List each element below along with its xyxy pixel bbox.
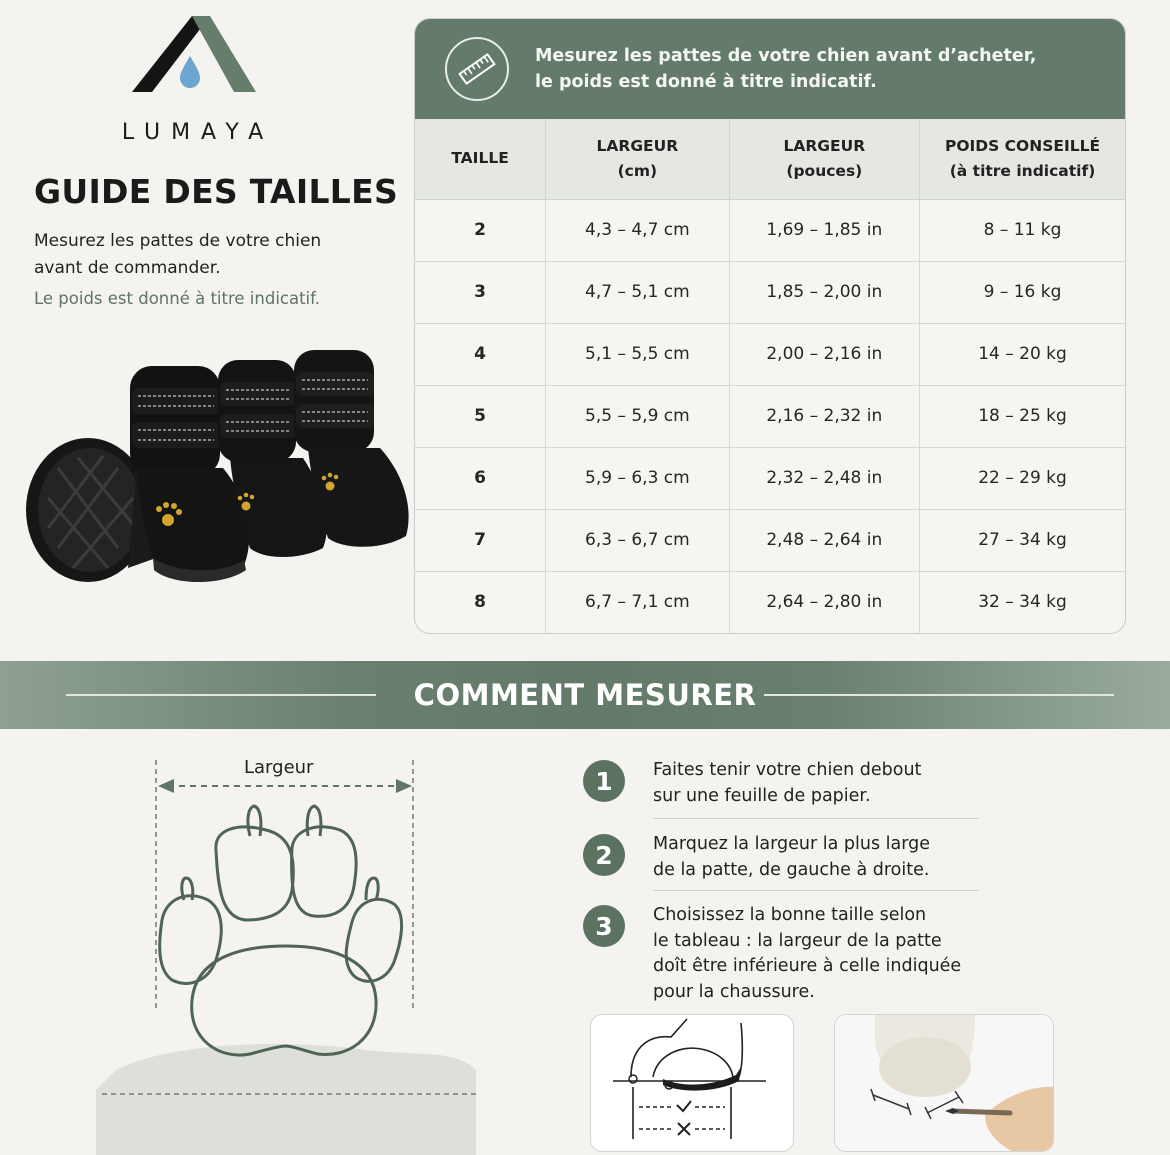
cell-size: 5 — [415, 385, 546, 447]
cell-width-cm: 5,5 – 5,9 cm — [546, 385, 729, 447]
paw-marking-photo — [834, 1014, 1054, 1152]
section-band — [0, 661, 1170, 729]
brand-name: LUMAYA — [121, 120, 275, 145]
check-icon — [677, 1101, 691, 1111]
cell-size: 6 — [415, 447, 546, 509]
step-line: le tableau : la largeur de la patte — [653, 930, 942, 951]
width-label: Largeur — [244, 757, 314, 778]
step-line: Marquez la largeur la plus large — [653, 834, 931, 854]
cell-weight: 32 – 34 kg — [978, 592, 1067, 613]
column-header-line: LARGEUR — [783, 136, 866, 155]
cell-size: 2 — [415, 199, 546, 261]
cell-width-cm: 5,1 – 5,5 cm — [546, 323, 729, 385]
column-header-line: TAILLE — [451, 149, 509, 168]
guide-description — [34, 228, 364, 282]
cell-width-inch: 1,85 – 2,00 in — [729, 261, 919, 323]
section-title: COMMENT MESURER — [413, 678, 757, 712]
size-table-header-row — [415, 119, 1125, 199]
table-row — [415, 261, 1125, 323]
column-header-subline: (cm) — [617, 161, 658, 180]
page-title: GUIDE DES TAILLES — [34, 172, 399, 211]
guide-description-line1: Mesurez les pattes de votre chien — [34, 231, 322, 251]
ground-shape — [96, 1044, 476, 1155]
dog-boots-image — [18, 348, 418, 598]
column-header-poids — [920, 119, 1125, 199]
cell-width-inch: 1,69 – 1,85 in — [729, 199, 919, 261]
cell-width-inch: 2,16 – 2,32 in — [729, 385, 919, 447]
column-header-subline: (à titre indicatif) — [949, 161, 1096, 180]
cell-width-cm: 6,3 – 6,7 cm — [546, 509, 729, 571]
ruler-badge — [445, 37, 509, 101]
cell-width-cm: 4,7 – 5,1 cm — [546, 261, 729, 323]
step-divider — [653, 890, 979, 891]
cell-weight: 27 – 34 kg — [920, 509, 1125, 571]
step-text-2 — [653, 832, 1003, 883]
size-table-card — [414, 18, 1126, 634]
step-text-1 — [653, 758, 1003, 809]
paw-diagram — [96, 750, 486, 1155]
column-header-line: LARGEUR — [596, 136, 679, 155]
cell-weight: 8 – 11 kg — [920, 199, 1125, 261]
cell-width-inch: 2,64 – 2,80 in — [729, 571, 919, 633]
paw-marking-drawing — [835, 1015, 1054, 1152]
table-row — [415, 199, 1125, 261]
width-arrow — [158, 779, 412, 793]
column-header-largeur-pouces — [729, 119, 919, 199]
cell-weight: 14 – 20 kg — [920, 323, 1125, 385]
table-row — [415, 447, 1125, 509]
size-table-header-text — [535, 43, 1036, 95]
step-divider — [653, 818, 979, 819]
step-number-3: 3 — [583, 905, 625, 947]
mountain-drop-logo-icon — [130, 14, 260, 94]
cell-width-cm: 5,9 – 6,3 cm — [546, 447, 729, 509]
table-row — [415, 571, 1125, 633]
step-text-3 — [653, 903, 1003, 1005]
boot-fit-illustration — [590, 1014, 794, 1152]
cell-width-cm: 4,3 – 4,7 cm — [546, 199, 729, 261]
size-table-header — [415, 19, 1125, 119]
column-header-subline: (pouces) — [786, 161, 863, 180]
band-divider-right — [764, 694, 1114, 696]
ruler-icon — [457, 49, 497, 89]
boot-fit-drawing — [591, 1015, 794, 1152]
band-divider-left — [66, 694, 376, 696]
brand-logo — [100, 14, 290, 145]
step-line: Choisissez la bonne taille selon — [653, 905, 927, 925]
cell-weight: 18 – 25 kg — [920, 385, 1125, 447]
guide-description-line2: avant de commander. — [34, 258, 221, 278]
cell-width-inch: 2,48 – 2,64 in — [729, 509, 919, 571]
cell-size: 7 — [415, 509, 546, 571]
step-number-2: 2 — [583, 834, 625, 876]
table-row — [415, 385, 1125, 447]
cell-weight: 9 – 16 kg — [920, 261, 1125, 323]
step-line: pour la chaussure. — [653, 981, 815, 1002]
step-line: doît être inférieure à celle indiquée — [653, 956, 962, 976]
size-table-header-line1: Mesurez les pattes de votre chien avant d’acheter, — [535, 46, 1037, 66]
column-header-taille — [415, 119, 546, 199]
cell-width-inch: 2,32 – 2,48 in — [729, 447, 919, 509]
step-line: de la patte, de gauche à droite. — [653, 859, 930, 880]
step-number-1: 1 — [583, 760, 625, 802]
size-table — [415, 119, 1125, 633]
cell-size: 4 — [415, 323, 546, 385]
step-line: Faites tenir votre chien debout — [653, 760, 922, 780]
cell-size: 3 — [415, 261, 546, 323]
cell-width-cm: 6,7 – 7,1 cm — [546, 571, 729, 633]
paw-outline — [160, 806, 402, 1055]
size-table-header-line2: le poids est donné à titre indicatif. — [535, 72, 877, 92]
cross-icon — [678, 1123, 690, 1135]
cell-size: 8 — [415, 571, 546, 633]
step-line: sur une feuille de papier. — [653, 785, 871, 806]
cell-weight: 22 – 29 kg — [920, 447, 1125, 509]
table-row — [415, 323, 1125, 385]
column-header-line: POIDS CONSEILLÉ — [944, 136, 1101, 155]
column-header-largeur-cm — [546, 119, 729, 199]
cell-width-inch: 2,00 – 2,16 in — [729, 323, 919, 385]
guide-note: Le poids est donné à titre indicatif. — [34, 289, 320, 308]
table-row — [415, 509, 1125, 571]
